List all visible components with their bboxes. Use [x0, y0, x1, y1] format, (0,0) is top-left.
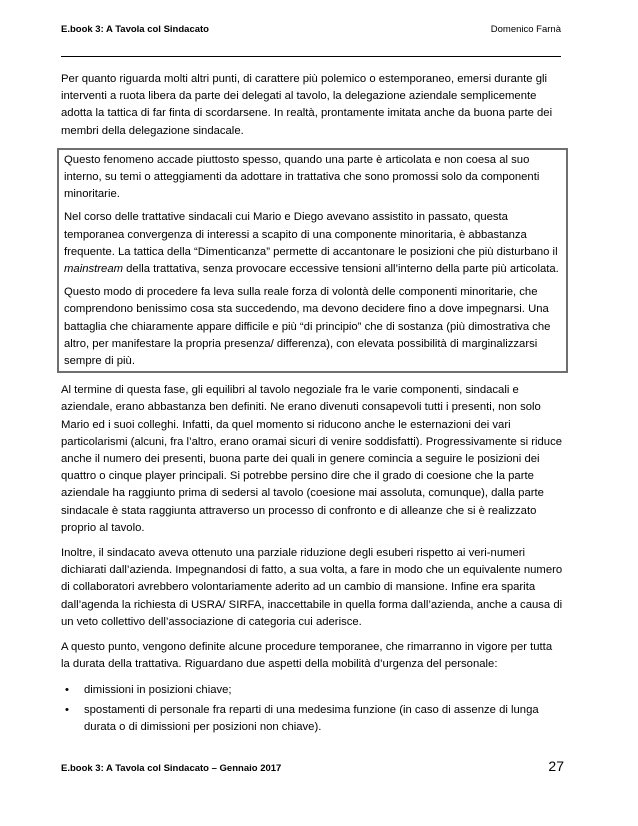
- boxed-note: [57, 148, 568, 373]
- page-body: [61, 71, 564, 739]
- box-paragraph-2-part-a: Nel corso delle trattative sindacali cui Mario e Diego avevano assistito in passato, questa temporanea convergenza di interessi a scapito di una componente minoritaria, è abbastanza frequente. La tattica della “Dimenticanza” permette di accantonare le posizioni che più disturbano il: [64, 211, 558, 258]
- paragraph-procedure: A questo punto, vengono definite alcune procedure temporanee, che rimarranno in vigore per tutta la durata della trattativa. Riguardano due aspetti della mobilità d’urgenza del personale:: [61, 641, 553, 671]
- paragraph-equilibri: Al termine di questa fase, gli equilibri al tavolo negoziale fra le varie componenti, sindacali e aziendale, erano abbastanza ben definiti. Ne erano divenuti consapevoli tutti i presenti, non solo Mario ed i suoi colleghi. Infatti, da quel momento si riducono anche le esternazioni dei vari particolarismi (alcuni, fra l’altro, erano oramai sicuri di venire soddisfatti). Progressivamente si riduce anche il numero dei presenti, buona parte dei quali in genere comincia a seguire le posizioni dei quattro o cinque player principali. Si potrebbe persino dire che il grado di coesione che la parte aziendale ha raggiunto prima di sedersi al tavolo (coesione mai assoluta, comunque), dalla parte sindacale è stata raggiunta attraverso un processo di confronto e di alleanze che si è realizzato proprio al tavolo.: [61, 384, 563, 534]
- list-item-text: dimissioni in posizioni chiave;: [84, 683, 232, 696]
- box-paragraph-1: Questo fenomeno accade piuttosto spesso, quando una parte è articolata e non coesa al suo interno, su temi o atteggiamenti da adottare in trattativa che sono promossi solo da componenti minoritarie.: [64, 153, 540, 201]
- header-author: Domenico Farnà: [490, 24, 561, 35]
- page-header: [61, 24, 561, 38]
- footer-book-info: E.book 3: A Tavola col Sindacato – Gennaio 2017: [61, 763, 282, 774]
- paragraph-intro: Per quanto riguarda molti altri punti, di carattere più polemico o estemporaneo, emersi durante gli interventi a ruota libera da parte dei delegati al tavolo, la delegazione aziendale semplicemente adotta la tattica di far finta di scordarsene. In realtà, prontamente imitata anche da buona parte dei membri della delegazione sindacale.: [61, 73, 553, 137]
- list-item: [61, 682, 564, 699]
- bullet-icon: •: [65, 703, 69, 716]
- list-item-text: spostamenti di personale fra reparti di una medesima funzione (in caso di assenze di lunga durata o di dimissioni per posizioni non chiave).: [84, 703, 539, 733]
- header-book-title: E.book 3: A Tavola col Sindacato: [61, 24, 209, 35]
- paragraph-sindacato: Inoltre, il sindacato aveva ottenuto una parziale riduzione degli esuberi rispetto ai veri-numeri dichiarati dall’azienda. Impegnandosi di fatto, a sua volta, a fare in modo che un equivalente numero di collaboratori avrebbero volontariamente aderito ad un cambio di mansione. Infine era sparita dall’agenda la richiesta di USRA/ SIRFA, inaccettabile in quella forma dall’azienda, anche a causa di un veto collettivo dell’associazione di categoria cui aderisce.: [61, 547, 563, 628]
- header-rule: [61, 56, 561, 57]
- box-paragraph-2-part-b: della trattativa, senza provocare eccessive tensioni all’interno della parte più articolata.: [123, 263, 559, 276]
- page-number: 27: [548, 758, 564, 774]
- box-paragraph-3: Questo modo di procedere fa leva sulla reale forza di volontà delle componenti minoritarie, che comprendono benissimo cosa sta succedendo, ma devono decidere fino a dove impegnarsi. Una battaglia che chiaramente appare difficile e più “di principio” che di sostanza (più dimostrativa che altro, per manifestare la propria presenza/ differenza), con elevata possibilità di marginalizzarsi sempre di più.: [64, 286, 551, 368]
- bullet-icon: •: [65, 683, 69, 696]
- list-item: [61, 702, 564, 736]
- bullet-list: [61, 682, 564, 737]
- box-paragraph-2-emphasis: mainstream: [64, 263, 124, 276]
- box-paragraph-2: [64, 209, 561, 278]
